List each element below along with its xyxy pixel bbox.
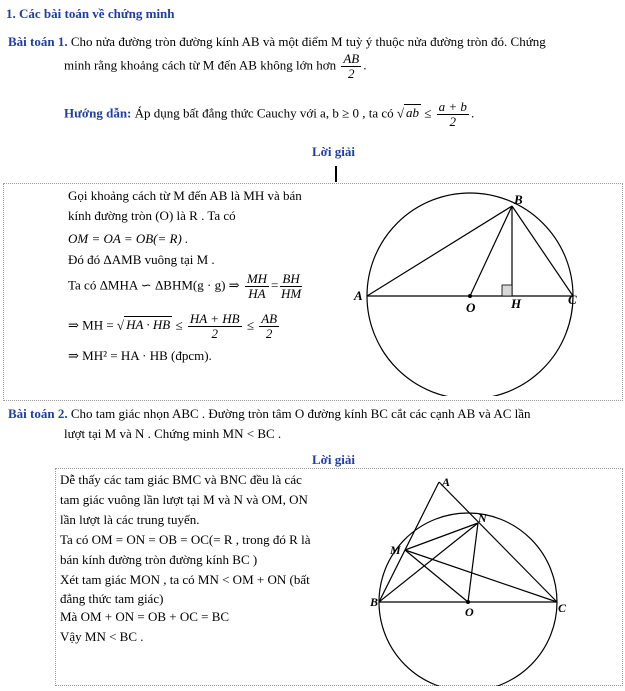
- hint-frac-num: a + b: [438, 99, 467, 114]
- problem1-fraction: [341, 52, 361, 81]
- p1-inequality-line: ⇒ MH = √ HA · HB ≤ $\frac{HA + HB}{2}$ ≤ $\frac{AB}{2}$: [68, 311, 278, 341]
- p2-label-a: A: [442, 475, 451, 489]
- p2-sol-line-5: bán kính đường tròn đường kính BC ): [60, 552, 258, 567]
- sim-f2-num: BH: [282, 271, 300, 286]
- hint-text: Áp dụng bất đẳng thức Cauchy với a, b ≥ 0 , ta có: [134, 105, 394, 121]
- p2-sol-line-1: Dễ thấy các tam giác BMC và BNC đều là các: [60, 472, 302, 487]
- problem1-frac-num: AB: [343, 51, 360, 66]
- problem1-solution-title: Lời giải: [312, 144, 355, 159]
- hint-sqrt: ab: [406, 105, 420, 121]
- p2-center-point: [466, 600, 470, 604]
- p1-label-b: B: [514, 192, 523, 207]
- problem2-statement: [8, 406, 531, 422]
- ineq-f2-num: AB: [261, 311, 278, 326]
- p2-sol-line-2: tam giác vuông lần lượt tại M và N và OM, ON: [60, 492, 308, 507]
- ineq-f2-den: 2: [265, 326, 273, 341]
- sim-f1-num: MH: [246, 271, 268, 286]
- problem2-solution-title: Lời giải: [312, 452, 355, 467]
- sim-f2-den: HM: [280, 286, 302, 301]
- sim-text: Ta có ΔMHA ∽ ΔBHM(g · g) ⇒: [68, 277, 240, 293]
- p2-sol-line-6: Xét tam giác MON , ta có MN < OM + ON (bất: [60, 572, 310, 587]
- p1-similar-line: Ta có ΔMHA ∽ ΔBHM(g · g) ⇒ $\frac{MH}{HA}$ = $\frac{BH}{HM}$: [68, 271, 302, 301]
- sim-frac-2: [280, 272, 301, 301]
- p1-label-o: O: [466, 300, 476, 315]
- ineq-frac-1: [188, 312, 242, 341]
- hint-frac-den: 2: [449, 114, 457, 129]
- problem2-figure: [362, 470, 587, 686]
- problem1-hint: Hướng dẫn: Áp dụng bất đẳng thức Cauchy với a, b ≥ 0 , ta có √ ab ≤ $\frac{a + b}{2}$ .: [64, 99, 475, 129]
- p1-center-point: [468, 294, 472, 298]
- ineq-frac-2: [259, 312, 279, 341]
- p2-segment-mo: [405, 550, 468, 602]
- p2-sol-line-3: lần lượt là các trung tuyến.: [60, 512, 200, 527]
- p1-sol-final: ⇒ MH² = HA · HB (đpcm).: [68, 348, 212, 363]
- text-cursor: [335, 166, 337, 182]
- problem1-label: Bài toán 1.: [8, 34, 68, 49]
- p2-label-o: O: [465, 605, 474, 619]
- p2-segment-no: [468, 523, 478, 602]
- p1-right-angle: [502, 285, 512, 296]
- ineq-text: ⇒ MH =: [68, 317, 114, 333]
- problem1-text-line2: minh rằng khoảng cách từ M đến AB không lớn hơn: [64, 57, 337, 73]
- hint-le: ≤: [424, 105, 432, 121]
- problem2-text-line1: Cho tam giác nhọn ABC . Đường tròn tâm O đường kính BC cắt các cạnh AB và AC lần: [70, 406, 531, 421]
- problem2-label: Bài toán 2.: [8, 406, 68, 421]
- problem1-statement: [8, 34, 546, 50]
- ineq-le-1: ≤: [175, 317, 183, 333]
- p2-sol-line-9: Vậy MN < BC .: [60, 629, 144, 644]
- p2-sol-line-7: đẳng thức tam giác): [60, 591, 164, 606]
- hint-label: Hướng dẫn:: [64, 105, 132, 121]
- p2-label-b: B: [370, 595, 379, 609]
- p2-segment-mc: [405, 550, 557, 602]
- p2-sol-line-8: Mà OM + ON = OB + OC = BC: [60, 609, 230, 624]
- sim-f1-den: HA: [248, 286, 266, 301]
- p2-segment-bn: [379, 523, 478, 602]
- ineq-le-2: ≤: [246, 317, 254, 333]
- ineq-sqrt: HA · HB: [126, 317, 171, 333]
- p1-sol-line-2: kính đường tròn (O) là R . Ta có: [68, 208, 236, 223]
- p1-label-h: H: [511, 296, 522, 311]
- problem1-text-line1: Cho nửa đường tròn đường kính AB và một điểm M tuỳ ý thuộc nửa đường tròn đó. Chứng: [70, 34, 546, 49]
- p1-sol-line-4: Đó đó ΔAMB vuông tại M .: [68, 252, 215, 267]
- p1-label-c: C: [568, 292, 577, 307]
- p2-segment-ac: [439, 482, 557, 602]
- ineq-f1-den: 2: [211, 326, 218, 341]
- hint-fraction: [437, 100, 469, 129]
- problem1-figure: [340, 188, 585, 396]
- problem2-text-line2: lượt tại M và N . Chứng minh MN < BC .: [64, 426, 282, 441]
- p2-label-m: M: [390, 543, 401, 557]
- p1-segment-bc: [512, 206, 573, 296]
- p1-sol-line-1: Gọi khoảng cách từ M đến AB là MH và bán: [68, 188, 302, 203]
- problem1-frac-den: 2: [348, 66, 355, 81]
- section-title: 1. Các bài toán về chứng minh: [6, 6, 175, 21]
- p2-label-c: C: [558, 601, 567, 615]
- p2-segment-ab: [379, 482, 439, 602]
- p1-sol-line-3: OM = OA = OB(= R) .: [68, 231, 189, 246]
- ineq-f1-num: HA + HB: [189, 311, 240, 326]
- p2-sol-line-4: Ta có OM = ON = OB = OC(= R , trong đó R là: [60, 532, 311, 547]
- problem1-statement-line2: minh rằng khoảng cách từ M đến AB không lớn hơn $\frac{AB}{2}$ .: [64, 51, 367, 81]
- sim-frac-1: [245, 272, 269, 301]
- p2-label-n: N: [478, 511, 487, 525]
- p1-label-a: A: [354, 288, 363, 303]
- p1-segment-ab: [367, 206, 512, 296]
